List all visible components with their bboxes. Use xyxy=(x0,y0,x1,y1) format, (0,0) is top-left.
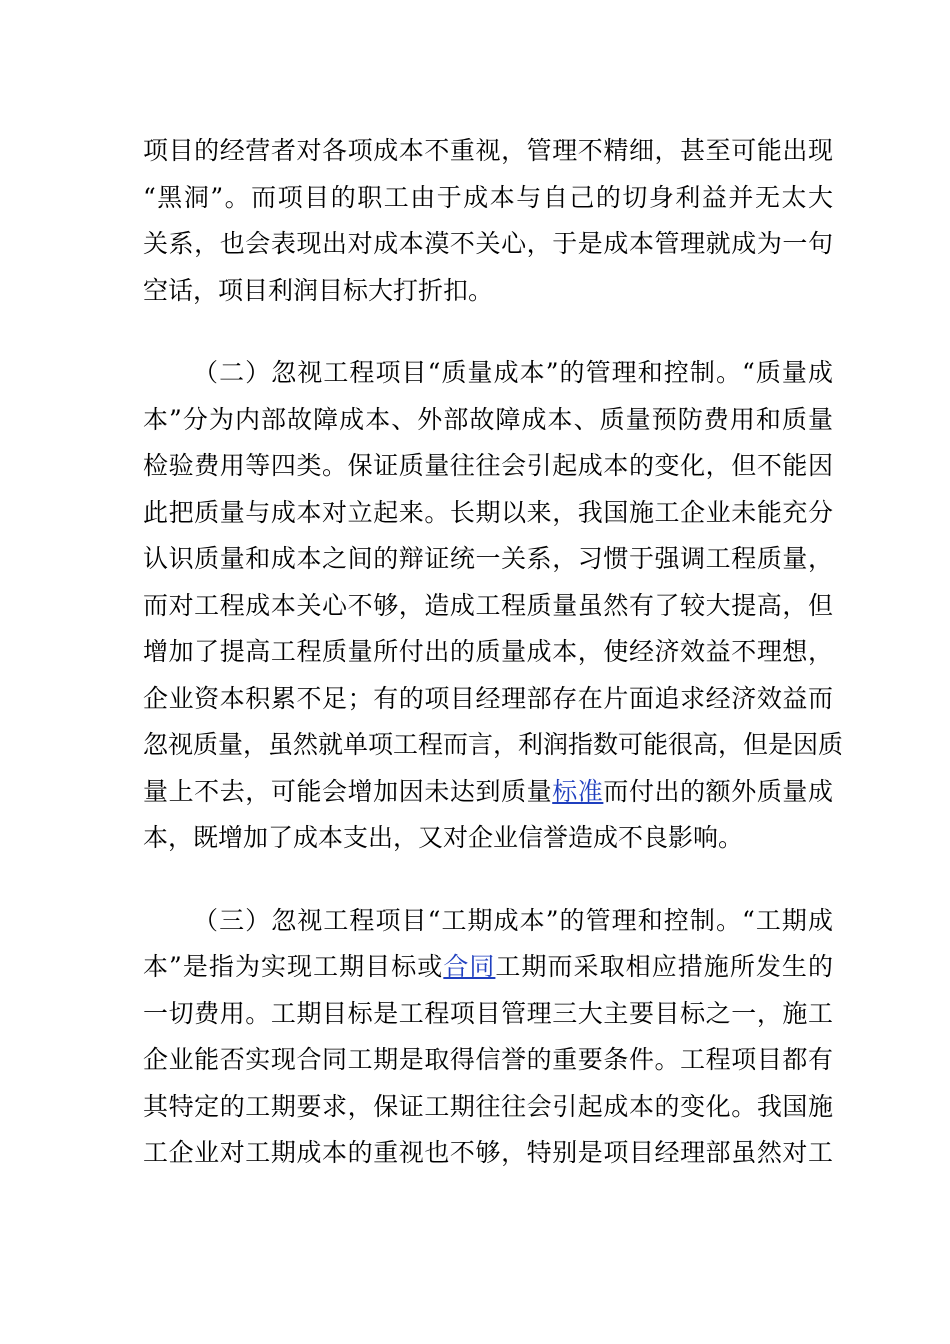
text-line xyxy=(143,443,833,490)
text-run: （二）忽视工程项目“质量成本”的管理和控制。“质量成 xyxy=(193,358,833,387)
text-line xyxy=(143,221,833,268)
text-run: 此把质量与成本对立起来。长期以来，我国施工企业未能充分 xyxy=(143,497,833,527)
paragraph-schedule-cost xyxy=(143,898,833,1177)
text-line xyxy=(143,769,833,816)
text-run: 增加了提高工程质量所付出的质量成本，使经济效益不理想， xyxy=(143,637,833,666)
text-line xyxy=(143,722,844,769)
text-run: 认识质量和成本之间的辩证统一关系，习惯于强调工程质量， xyxy=(143,544,833,573)
paragraph-cost-neglect xyxy=(143,128,833,314)
text-run: 本”分为内部故障成本、外部故障成本、质量预防费用和质量 xyxy=(143,404,833,434)
text-line xyxy=(143,128,833,175)
text-line xyxy=(143,397,833,444)
text-run: 量上不去，可能会增加因未达到质量 xyxy=(143,776,553,806)
text-run: “黑洞”。而项目的职工由于成本与自己的切身利益并无太大 xyxy=(143,182,833,212)
text-run: 工企业对工期成本的重视也不够，特别是项目经理部虽然对工 xyxy=(143,1138,833,1167)
text-line xyxy=(143,490,833,537)
text-line xyxy=(143,815,833,862)
text-line xyxy=(143,583,833,630)
text-run: 本，既增加了成本支出，又对企业信誉造成不良影响。 xyxy=(143,823,744,852)
text-run: 关系，也会表现出对成本漠不关心，于是成本管理就成为一句 xyxy=(143,229,833,258)
text-run: 其特定的工期要求，保证工期往往会引起成本的变化。我国施 xyxy=(143,1091,833,1121)
text-run: 忽视质量，虽然就单项工程而言，利润指数可能很高，但是因质 xyxy=(143,730,844,759)
text-run: 企业能否实现合同工期是取得信誉的重要条件。工程项目都有 xyxy=(143,1045,833,1074)
text-run: 检验费用等四类。保证质量往往会引起成本的变化，但不能因 xyxy=(143,451,833,480)
text-line xyxy=(143,676,833,723)
text-line xyxy=(143,1084,833,1131)
text-line xyxy=(143,944,833,991)
text-line xyxy=(143,536,833,583)
paragraph-spacer xyxy=(143,862,833,898)
link-contract[interactable]: 合同 xyxy=(443,952,496,981)
text-run: 而对工程成本关心不够，造成工程质量虽然有了较大提高，但 xyxy=(143,590,833,620)
link-standard[interactable]: 标准 xyxy=(552,776,604,806)
text-line xyxy=(143,629,833,676)
text-line xyxy=(143,1037,833,1084)
text-line xyxy=(143,898,833,945)
text-run: 一切费用。工期目标是工程项目管理三大主要目标之一，施工 xyxy=(143,998,833,1028)
paragraph-quality-cost xyxy=(143,350,844,862)
text-run: 空话，项目利润目标大打折扣。 xyxy=(143,275,494,305)
text-run: 企业资本积累不足；有的项目经理部存在片面追求经济效益而 xyxy=(143,683,833,713)
text-run: 项目的经营者对各项成本不重视，管理不精细，甚至可能出现 xyxy=(143,136,833,165)
text-run: （三）忽视工程项目“工期成本”的管理和控制。“工期成 xyxy=(193,905,833,935)
text-run: 工期而采取相应措施所发生的 xyxy=(495,952,833,981)
text-line xyxy=(143,350,833,397)
text-line xyxy=(143,991,833,1038)
text-run: 而付出的额外质量成 xyxy=(603,776,833,806)
text-line xyxy=(143,268,833,315)
document-page xyxy=(143,128,844,1177)
paragraph-spacer xyxy=(143,314,833,350)
text-line xyxy=(143,175,833,222)
text-line xyxy=(143,1130,833,1177)
text-run: 本”是指为实现工期目标或 xyxy=(143,952,444,981)
